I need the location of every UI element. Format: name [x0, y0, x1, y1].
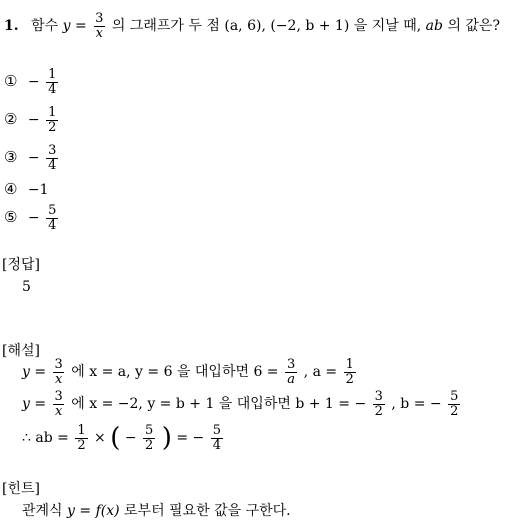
question-fraction — [93, 12, 105, 40]
option-4-mark: ④ — [4, 180, 18, 198]
option-2-den: 2 — [48, 119, 57, 135]
sol2-frac-den: x — [55, 403, 63, 419]
option-5-fraction — [46, 204, 58, 232]
question-frac-den: x — [95, 25, 103, 41]
option-3-mark: ③ — [4, 148, 18, 167]
solution-line-1 — [22, 358, 358, 386]
sol3-frac2 — [143, 424, 155, 452]
sol2-y-eq: y = — [22, 396, 47, 413]
hint-text-b: 로부터 필요한 값을 구한다. — [124, 503, 291, 519]
sol3-therefore: ∴ ab = — [22, 430, 69, 447]
question-points: (a, 6), (−2, b + 1) — [224, 18, 350, 35]
sol3-eq: = − — [176, 430, 205, 447]
sol3-paren-open: ( — [110, 423, 121, 454]
question-frac-num: 3 — [95, 11, 104, 26]
question-y-eq: y = — [62, 18, 87, 35]
option-5-den: 4 — [48, 217, 57, 233]
option-5-mark: ⑤ — [4, 208, 18, 227]
option-1[interactable] — [4, 68, 60, 96]
sol2-frac — [53, 390, 65, 418]
option-1-sign: − — [27, 74, 40, 91]
option-1-fraction — [46, 68, 58, 96]
solution-label: [해설] — [2, 343, 40, 359]
option-2[interactable] — [4, 106, 60, 134]
sol2-frac2-num: 3 — [374, 389, 383, 404]
hint-line — [22, 504, 291, 518]
solution-line-2 — [22, 390, 462, 418]
sol3-frac — [75, 424, 87, 452]
sol3-neg: − — [124, 430, 137, 447]
sol1-frac2-den: a — [287, 371, 296, 387]
sol1-text: 에 x = a, y = 6 을 대입하면 6 = — [71, 364, 279, 381]
option-4[interactable] — [4, 182, 49, 197]
answer-value: 5 — [22, 279, 31, 295]
sol2-text: 에 x = −2, y = b + 1 을 대입하면 b + 1 = − — [71, 396, 367, 413]
sol3-paren-close: ) — [161, 423, 172, 454]
sol3-frac3 — [211, 424, 223, 452]
option-2-fraction — [46, 106, 58, 134]
option-4-text: −1 — [27, 182, 49, 198]
option-1-den: 4 — [48, 81, 57, 97]
sol2-frac-num: 3 — [54, 389, 63, 404]
option-2-mark: ② — [4, 110, 18, 129]
option-3-num: 3 — [48, 143, 57, 158]
sol3-times: × — [94, 430, 106, 447]
sol1-frac3 — [344, 358, 356, 386]
question-text-before: 함수 — [31, 18, 59, 35]
question-text-end: 을 지날 때, — [353, 18, 422, 35]
answer-label: [정답] — [2, 257, 40, 273]
sol2-frac3-num: 5 — [450, 389, 459, 404]
question-ab: ab — [425, 18, 443, 35]
option-5-sign: − — [27, 210, 40, 227]
question-number: 1. — [4, 18, 19, 35]
sol3-frac2-num: 5 — [145, 423, 154, 438]
option-2-sign: − — [27, 112, 40, 129]
sol1-frac-den: x — [55, 371, 63, 387]
sol3-frac2-den: 2 — [145, 437, 154, 453]
sol3-frac-den: 2 — [77, 437, 86, 453]
sol2-frac2-den: 2 — [374, 403, 383, 419]
sol2-text-c: , b = − — [391, 396, 442, 413]
hint-text-a: 관계식 — [22, 503, 63, 519]
hint-label: [힌트] — [2, 481, 40, 497]
sol1-frac2-num: 3 — [287, 357, 296, 372]
sol2-frac3-den: 2 — [450, 403, 459, 419]
sol3-frac3-num: 5 — [212, 423, 222, 438]
option-2-num: 1 — [48, 105, 57, 120]
sol2-frac3 — [448, 390, 460, 418]
option-5[interactable] — [4, 204, 60, 232]
solution-line-3 — [22, 424, 225, 452]
sol2-frac2 — [373, 390, 385, 418]
question-line — [4, 12, 500, 40]
question-text-mid: 의 그래프가 두 점 — [111, 18, 220, 35]
sol1-frac — [53, 358, 65, 386]
sol1-frac3-num: 1 — [345, 357, 354, 372]
sol1-frac-num: 3 — [54, 357, 63, 372]
sol1-y-eq: y = — [22, 364, 47, 381]
option-3-sign: − — [27, 150, 40, 167]
hint-formula: y = f(x) — [67, 503, 120, 519]
sol1-frac2 — [285, 358, 297, 386]
sol3-frac-num: 1 — [77, 423, 86, 438]
question-text-tail: 의 값은? — [447, 18, 500, 35]
sol1-text-c: , a = — [303, 364, 338, 381]
option-1-mark: ① — [4, 72, 18, 91]
sol3-frac3-den: 4 — [212, 437, 222, 453]
option-3[interactable] — [4, 144, 60, 172]
sol1-frac3-den: 2 — [345, 371, 354, 387]
option-1-num: 1 — [48, 67, 57, 82]
option-3-den: 4 — [48, 157, 57, 173]
option-3-fraction — [46, 144, 58, 172]
option-5-num: 5 — [48, 203, 57, 218]
